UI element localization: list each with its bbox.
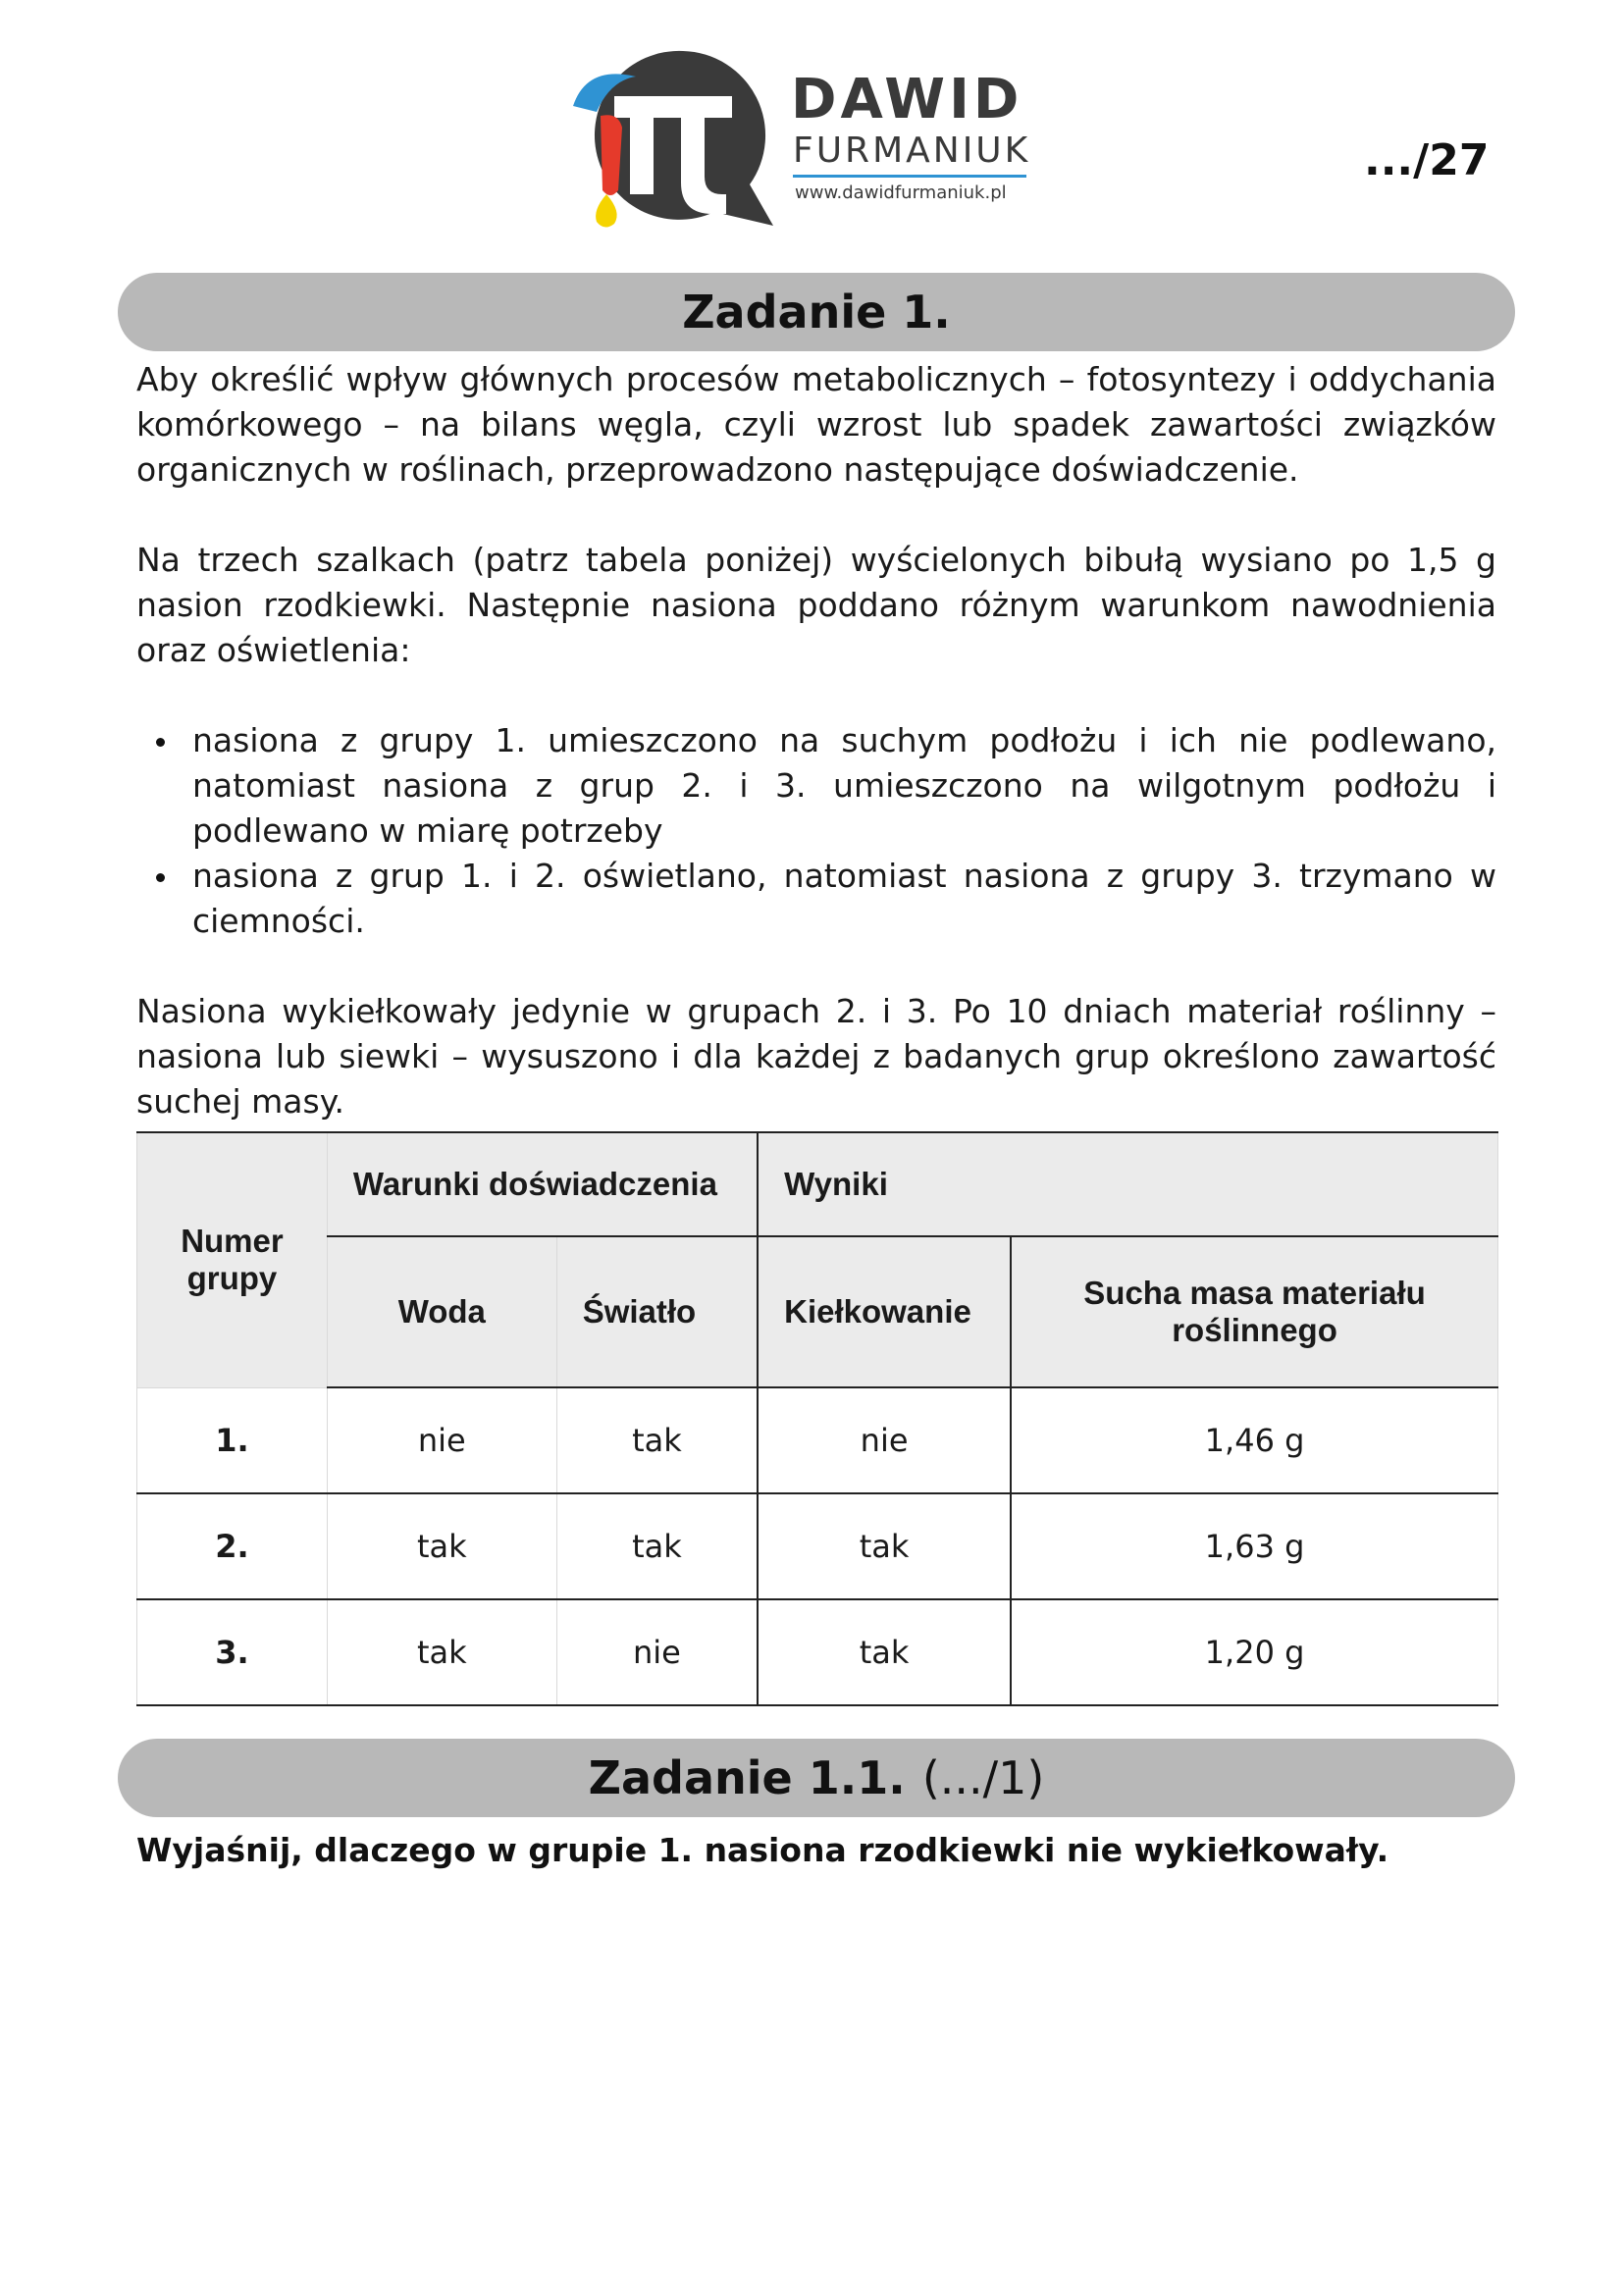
- water-value: tak: [327, 1493, 556, 1599]
- task1-1-points: (.../1): [921, 1751, 1045, 1804]
- task1-1-title-bar: [118, 1739, 1515, 1817]
- task1-title-bar: [118, 273, 1515, 351]
- task1-1-question: Wyjaśnij, dlaczego w grupie 1. nasiona rzodkiewki nie wykiełkowały.: [136, 1831, 1389, 1869]
- table-header-dry-mass: Sucha masa materiału roślinnego: [1011, 1236, 1497, 1387]
- table-row: [137, 1493, 1498, 1599]
- table-header-light: Światło: [556, 1236, 758, 1387]
- water-value: tak: [327, 1599, 556, 1705]
- results-table: [136, 1131, 1498, 1706]
- group-number: 2.: [137, 1493, 328, 1599]
- task1-title: Zadanie 1.: [682, 286, 951, 339]
- light-value: tak: [556, 1387, 758, 1493]
- table-header-water: Woda: [327, 1236, 556, 1387]
- brand-logo: [567, 47, 1038, 234]
- task1-intro-paragraph: Aby określić wpływ głównych procesów metabolicznych – fotosyntezy i oddychania komórkowego – na bilans węgla, czyli wzrost lub spadek zawartości związków organicznych w roślinach, przeprowadzono następujące doświadczenie.: [136, 360, 1496, 489]
- list-item: nasiona z grup 1. i 2. oświetlano, natomiast nasiona z grupy 3. trzymano w ciemności.: [136, 854, 1496, 944]
- brand-name-first: DAWID: [791, 68, 1023, 131]
- brand-name-last: FURMANIUK: [793, 130, 1031, 171]
- task1-setup-paragraph: Na trzech szalkach (patrz tabela poniżej) wyścielonych bibułą wysiano po 1,5 g nasion rzodkiewki. Następnie nasiona poddano różnym warunkom nawodnienia oraz oświetlenia:: [136, 541, 1496, 669]
- germination-value: tak: [758, 1493, 1011, 1599]
- list-item: nasiona z grupy 1. umieszczono na suchym podłożu i ich nie podlewano, natomiast nasiona z grup 2. i 3. umieszczono na wilgotnym podłożu i podlewano w miarę potrzeby: [136, 718, 1496, 854]
- task1-1-title: Zadanie 1.1.: [588, 1751, 906, 1804]
- germination-value: nie: [758, 1387, 1011, 1493]
- brand-divider: [793, 175, 1026, 178]
- group-number: 3.: [137, 1599, 328, 1705]
- light-value: nie: [556, 1599, 758, 1705]
- light-value: tak: [556, 1493, 758, 1599]
- pi-logo-icon: [567, 47, 783, 234]
- dry-mass-value: 1,46 g: [1011, 1387, 1497, 1493]
- brand-website: www.dawidfurmaniuk.pl: [795, 183, 1007, 203]
- total-score: .../27: [1364, 135, 1490, 185]
- task1-conditions-list: [136, 718, 1496, 944]
- table-row: [137, 1599, 1498, 1705]
- table-header-conditions: Warunki doświadczenia: [327, 1132, 758, 1236]
- water-value: nie: [327, 1387, 556, 1493]
- dry-mass-value: 1,20 g: [1011, 1599, 1497, 1705]
- table-header-group: Numer grupy: [137, 1132, 328, 1387]
- table-header-results: Wyniki: [758, 1132, 1497, 1236]
- group-number: 1.: [137, 1387, 328, 1493]
- task1-result-paragraph: Nasiona wykiełkowały jedynie w grupach 2. i 3. Po 10 dniach materiał roślinny – nasiona lub siewki – wysuszono i dla każdej z badanych grup określono zawartość suchej masy.: [136, 992, 1496, 1121]
- germination-value: tak: [758, 1599, 1011, 1705]
- table-row: [137, 1387, 1498, 1493]
- table-header-germination: Kiełkowanie: [758, 1236, 1011, 1387]
- dry-mass-value: 1,63 g: [1011, 1493, 1497, 1599]
